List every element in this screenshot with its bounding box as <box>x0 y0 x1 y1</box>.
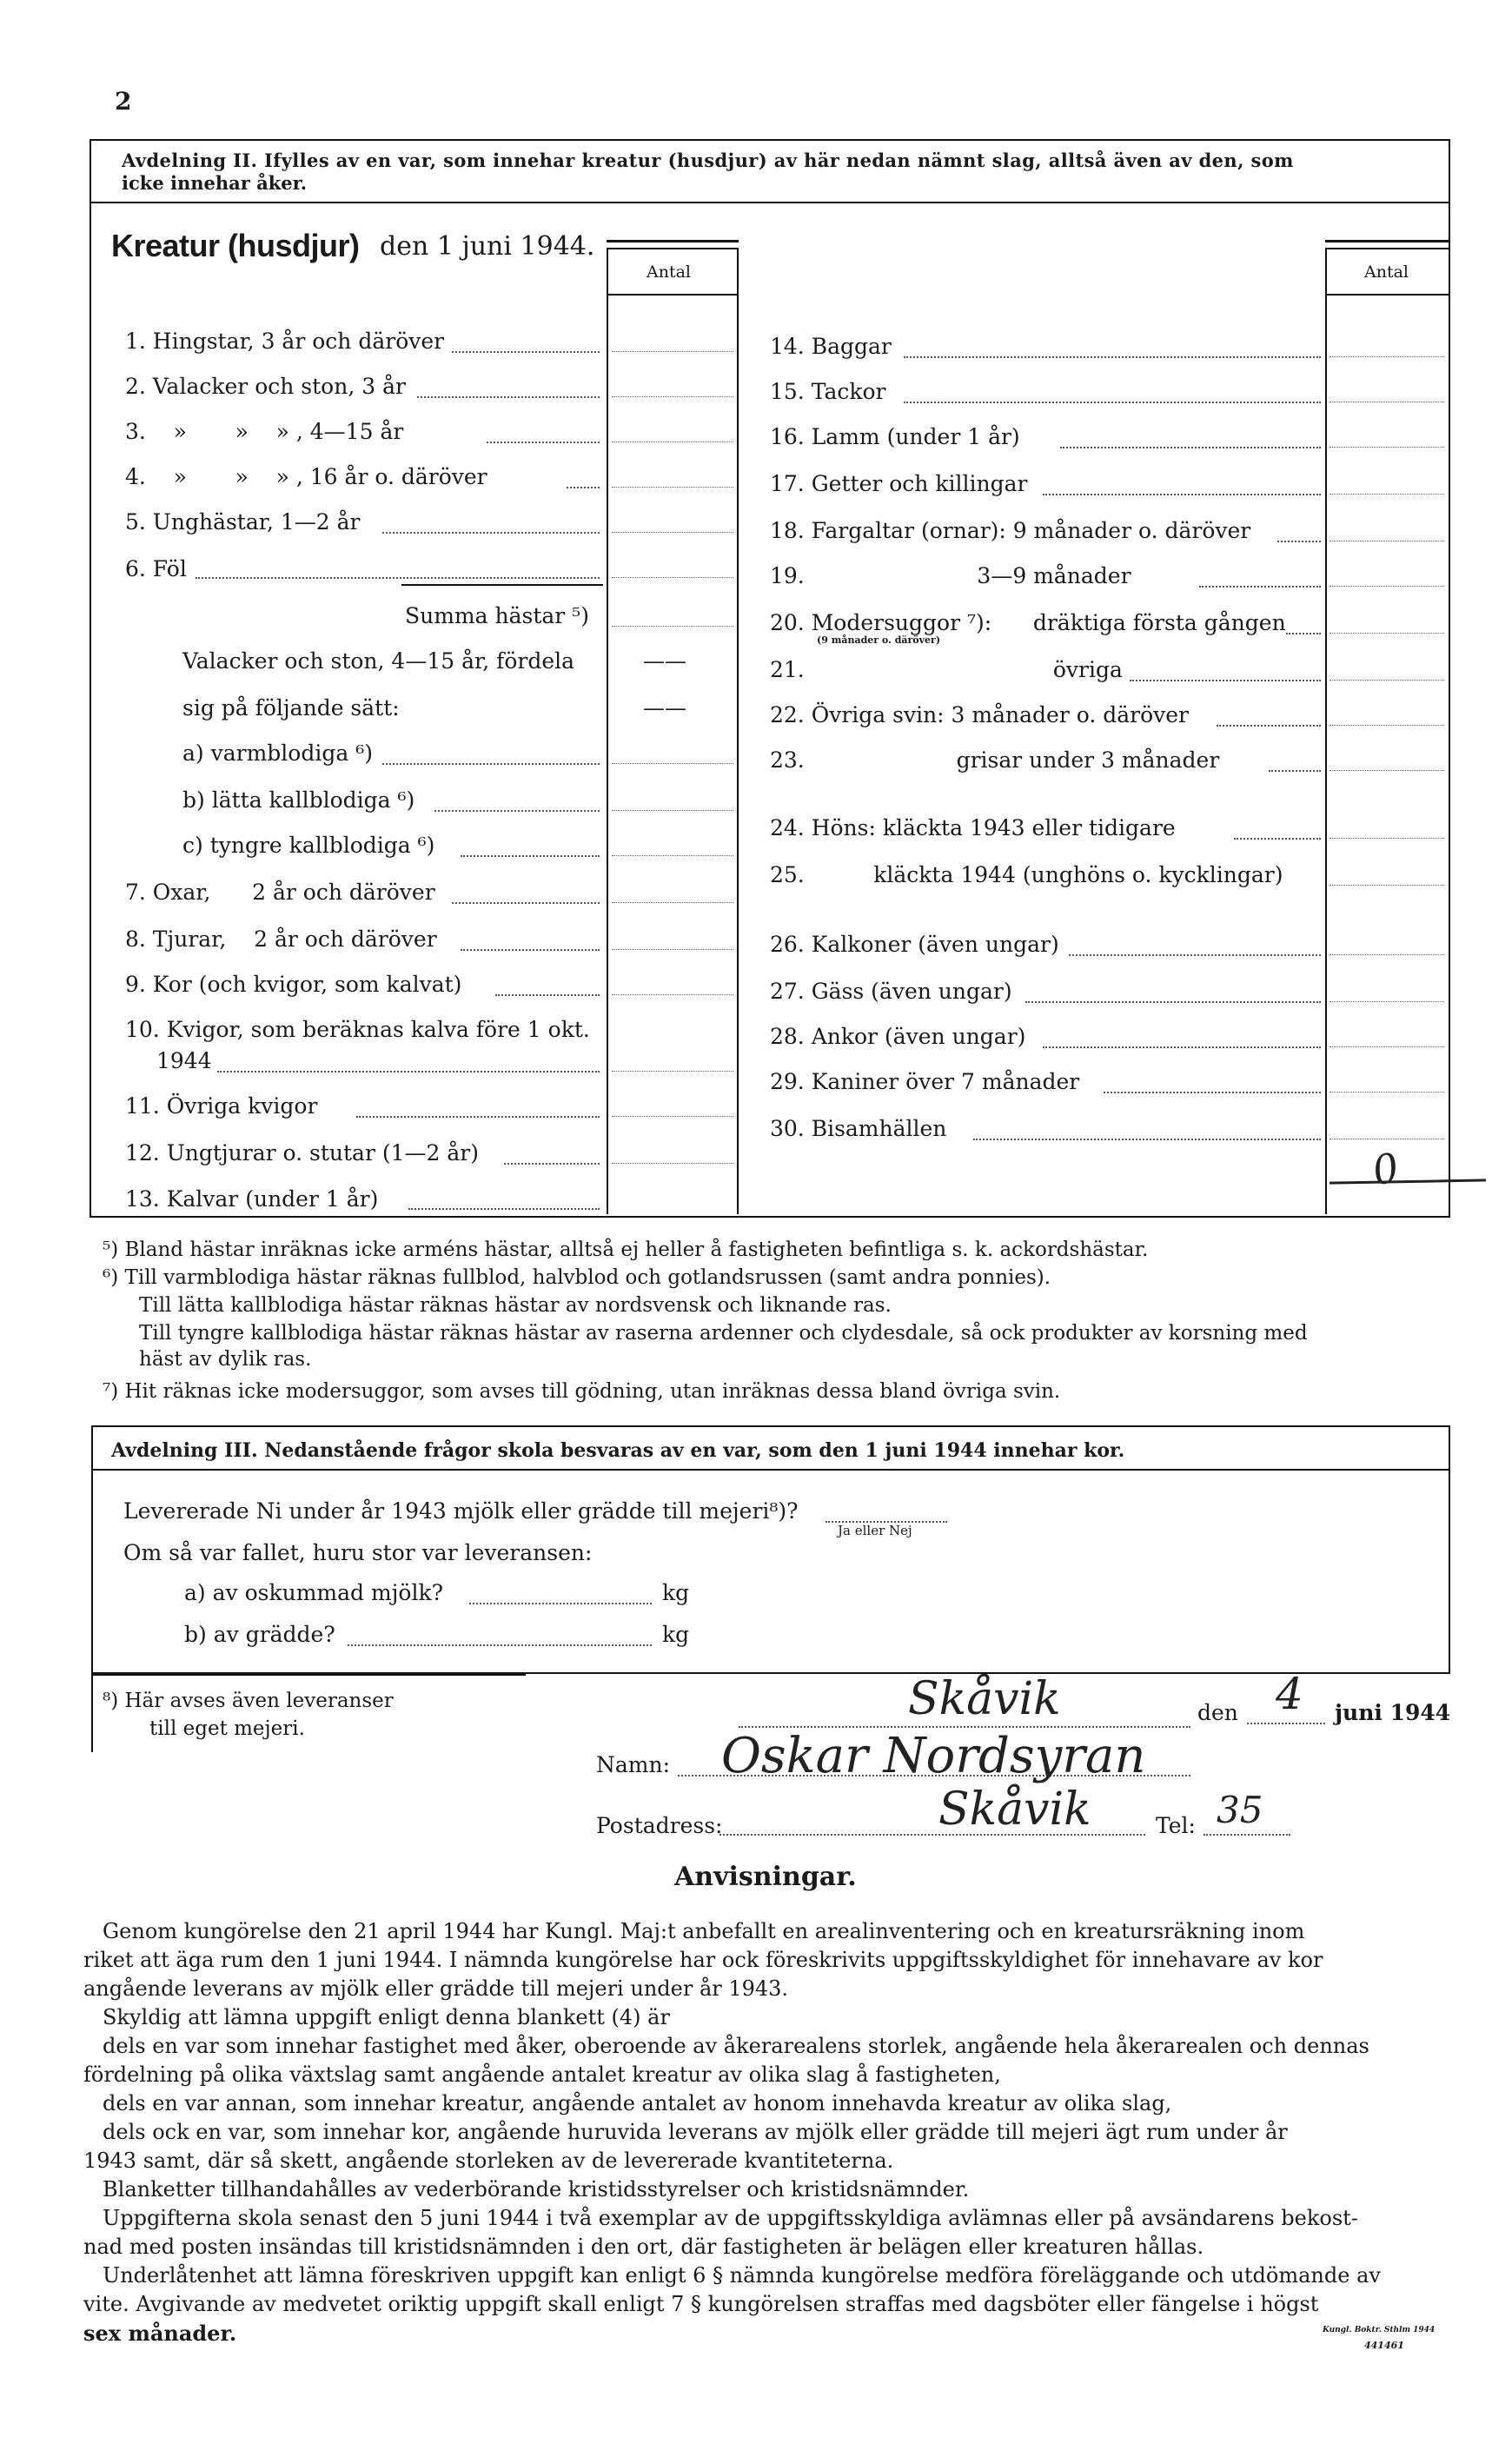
section2-header-line2: icke innehar åker. <box>122 172 308 194</box>
unit-kg: kg <box>662 1622 690 1647</box>
list-item-sub: (9 månader o. däröver) <box>817 634 941 646</box>
paragraph-line: vite. Avgivande av medvetet oriktig uppgift skall enligt 7 § kungörelsen straffas med dagsböter eller fängelse i högst <box>83 2292 1319 2316</box>
divider <box>607 248 739 249</box>
divider <box>1325 240 1449 242</box>
list-item: a) varmblodiga ⁶) <box>182 741 373 766</box>
tel-handwriting: 35 <box>1217 1789 1263 1831</box>
leader <box>1286 633 1321 634</box>
list-item: 21. övriga <box>770 657 1123 682</box>
address-label: Postadress: <box>596 1813 723 1838</box>
month-year: juni 1944 <box>1335 1700 1451 1725</box>
list-item: 30. Bisamhällen <box>770 1116 947 1141</box>
divider <box>91 1469 1449 1471</box>
list-item: 2. Valacker och ston, 3 år <box>125 374 406 399</box>
list-item: b) lätta kallblodiga ⁶) <box>182 787 415 813</box>
leader <box>1069 954 1321 956</box>
antal-cell[interactable] <box>1330 954 1444 955</box>
leader <box>382 532 600 534</box>
antal-cell[interactable] <box>1330 586 1444 587</box>
antal-header-right: Antal <box>1364 262 1409 282</box>
place-handwriting: Skåvik <box>908 1673 1061 1725</box>
list-item: 22. Övriga svin: 3 månader o. däröver <box>770 702 1189 727</box>
page-number: 2 <box>115 87 132 116</box>
antal-cell[interactable] <box>612 396 733 397</box>
paragraph-line: dels en var som innehar fastighet med åker, oberoende av åkerarealens storlek, angående hela åkerarealen och dennas <box>103 2034 1369 2058</box>
leader <box>1130 680 1321 681</box>
paragraph-line: 1943 samt, där så skett, angående storleken av de levererade kvantiteterna. <box>83 2149 894 2173</box>
q1-hint: Ja eller Nej <box>838 1523 912 1538</box>
list-item: 4. » » » , 16 år o. däröver <box>125 464 487 489</box>
leader <box>434 810 600 812</box>
leader <box>408 1208 600 1210</box>
leader <box>495 994 600 996</box>
dash-value: —— <box>643 648 686 674</box>
antal-cell[interactable] <box>1330 494 1444 495</box>
leader <box>1199 586 1321 588</box>
list-item: 13. Kalvar (under 1 år) <box>125 1186 379 1212</box>
leader <box>1104 1092 1321 1093</box>
list-item: c) tyngre kallblodiga ⁶) <box>182 833 435 858</box>
leader <box>356 1116 600 1118</box>
list-item: 3. » » » , 4—15 år <box>125 419 404 444</box>
list-item: 19. 3—9 månader <box>770 563 1131 588</box>
footnote-6b: Till lätta kallblodiga hästar räknas hästar av nordsvensk och liknande ras. <box>139 1294 892 1317</box>
leader <box>904 402 1321 403</box>
antal-cell[interactable] <box>612 351 733 352</box>
divider <box>607 240 739 242</box>
qa-label: a) av oskummad mjölk? <box>184 1580 444 1605</box>
antal-cell[interactable] <box>612 626 733 627</box>
antal-cell[interactable] <box>612 532 733 533</box>
printer-mark: Kungl. Boktr. Sthlm 1944 <box>1323 2326 1436 2334</box>
q1-label: Levererade Ni under år 1943 mjölk eller grädde till mejeri⁸)? <box>123 1498 799 1524</box>
list-item: 7. Oxar, 2 år och däröver <box>125 880 435 905</box>
den-label: den <box>1197 1700 1238 1725</box>
antal-cell[interactable] <box>612 487 733 488</box>
name-label: Namn: <box>596 1752 671 1777</box>
divider <box>401 584 603 586</box>
paragraph-line: nad med posten insändas till kristidsnämnden i den ort, där fastigheten är belägen eller kreaturen hållas. <box>83 2235 1204 2259</box>
section2-title <box>111 228 360 264</box>
paragraph-line: Underlåtenhet att lämna föreskriven uppgift kan enligt 6 § nämnda kungörelse medföra föreläggande och utdömande av <box>103 2263 1381 2288</box>
antal-cell[interactable] <box>1330 1001 1444 1002</box>
day-handwriting: 4 <box>1276 1669 1303 1719</box>
list-item: sig på följande sätt: <box>182 695 400 721</box>
divider <box>91 1674 93 1752</box>
antal-cell[interactable] <box>1330 885 1444 886</box>
antal-cell[interactable] <box>612 949 733 950</box>
leader <box>217 1071 600 1073</box>
antal-header-left: Antal <box>647 262 691 282</box>
antal-cell[interactable] <box>1330 838 1444 839</box>
leader <box>417 396 600 398</box>
antal-cell[interactable] <box>612 577 733 578</box>
footnote-6: ⁶) Till varmblodiga hästar räknas fullblod, halvblod och gotlandsrussen (samt andra ponnies). <box>103 1266 1051 1289</box>
footnote-6c: Till tyngre kallblodiga hästar räknas hästar av raserna ardenner och clydesdale, så ock produkter av korsning med <box>139 1322 1308 1345</box>
list-item: 20. Modersuggor ⁷): dräktiga första gången <box>770 610 1286 635</box>
paragraph-line: fördelning på olika växtslag samt angående antalet kreatur av olika slag å fastigheten, <box>83 2062 1001 2087</box>
list-item: 24. Höns: kläckta 1943 eller tidigare <box>770 815 1176 840</box>
footnote-8: ⁸) Här avses även leveranser <box>103 1690 394 1712</box>
leader <box>1060 447 1321 448</box>
antal-cell[interactable] <box>1330 1046 1444 1047</box>
section3-header: Avdelning III. Nedanstående frågor skola besvaras av en var, som den 1 juni 1944 innehar kor. <box>111 1439 1125 1462</box>
divider <box>737 248 739 1214</box>
leader <box>567 487 600 488</box>
instructions-title: Anvisningar. <box>674 1862 857 1892</box>
list-item: 14. Baggar <box>770 334 892 359</box>
list-item: 23. grisar under 3 månader <box>770 747 1220 773</box>
unit-kg: kg <box>662 1580 690 1605</box>
antal-cell[interactable] <box>612 763 733 764</box>
list-item: 9. Kor (och kvigor, som kalvat) <box>125 972 462 997</box>
leader <box>1277 541 1321 542</box>
divider <box>607 294 739 296</box>
paragraph-line: dels ock en var, som innehar kor, angående huruvida leverans av mjölk eller grädde till mejeri ägt rum under år <box>103 2120 1288 2144</box>
dash-value: —— <box>643 695 686 721</box>
leader <box>382 763 600 765</box>
name-handwriting: Oskar Nordsyran <box>721 1728 1146 1784</box>
list-item: 26. Kalkoner (även ungar) <box>770 932 1059 957</box>
section2-title-date: den 1 juni 1944. <box>380 231 595 262</box>
list-item: 8. Tjurar, 2 år och däröver <box>125 926 437 952</box>
leader <box>452 902 600 904</box>
address-handwriting: Skåvik <box>938 1783 1091 1836</box>
antal-cell[interactable] <box>1330 447 1444 448</box>
paragraph-line: Uppgifterna skola senast den 5 juni 1944 i två exemplar av de uppgiftsskyldiga avlämnas eller på avsändarens bekost- <box>103 2206 1358 2230</box>
paragraph-line: riket att äga rum den 1 juni 1944. I nämnda kungörelse har ock föreskrivits uppgiftsskyldighet för innehavare av kor <box>83 1948 1323 1972</box>
list-item: 16. Lamm (under 1 år) <box>770 424 1020 449</box>
antal-cell[interactable] <box>612 1071 733 1072</box>
paragraph-line: Skyldig att lämna uppgift enligt denna blankett (4) är <box>103 2005 670 2029</box>
leader <box>904 356 1321 358</box>
cream-kg-field[interactable] <box>348 1644 652 1646</box>
footnote-5: ⁵) Bland hästar inräknas icke arméns hästar, alltså ej heller å fastigheten befintliga s. k. ackordshästar. <box>103 1239 1149 1261</box>
footnote-6d: häst av dylik ras. <box>139 1348 312 1371</box>
divider <box>1325 294 1449 296</box>
divider <box>1325 248 1327 1214</box>
paragraph-line: Genom kungörelse den 21 april 1944 har Kungl. Maj:t anbefallt en arealinventering och en kreatursräkning inom <box>103 1919 1305 1943</box>
divider <box>91 1674 526 1676</box>
section2-header: Avdelning II. Ifylles av en var, som innehar kreatur (husdjur) av här nedan nämnt slag, alltså även av den, som <box>122 149 1294 171</box>
antal-cell[interactable] <box>612 855 733 856</box>
antal-cell[interactable] <box>1330 680 1444 681</box>
milk-kg-field[interactable] <box>469 1603 652 1604</box>
handwritten-zero: 0 <box>1368 1143 1403 1195</box>
leader <box>196 577 600 579</box>
leader <box>1269 770 1321 772</box>
list-item: Valacker och ston, 4—15 år, fördela <box>182 648 575 674</box>
title-text: Kreatur (husdjur) <box>111 228 360 263</box>
leader <box>461 855 600 857</box>
leader <box>487 442 600 443</box>
printer-number: 441461 <box>1364 2340 1404 2351</box>
leader <box>1043 494 1321 495</box>
antal-cell[interactable] <box>1330 356 1444 357</box>
list-item: 27. Gäss (även ungar) <box>770 979 1012 1004</box>
leader <box>504 1163 600 1165</box>
leader <box>1043 1046 1321 1048</box>
list-item: 1. Hingstar, 3 år och däröver <box>125 329 445 354</box>
divider <box>90 202 1449 203</box>
tel-field[interactable] <box>1204 1834 1290 1836</box>
antal-cell[interactable] <box>612 994 733 995</box>
divider <box>1325 248 1449 249</box>
list-item: 25. kläckta 1944 (unghöns o. kycklingar) <box>770 862 1283 887</box>
list-item: 29. Kaniner över 7 månader <box>770 1069 1080 1094</box>
paragraph-line: angående leverans av mjölk eller grädde till mejeri under år 1943. <box>83 1976 789 2001</box>
list-item: 6. Föl <box>125 556 187 581</box>
leader <box>973 1139 1321 1140</box>
leader <box>452 351 600 353</box>
antal-cell[interactable] <box>612 1163 733 1164</box>
paragraph-line: Blanketter tillhandahålles av vederbörande kristidsstyrelser och kristidsnämnder. <box>103 2177 970 2202</box>
list-item: 11. Övriga kvigor <box>125 1093 318 1119</box>
tel-label: Tel: <box>1156 1813 1196 1838</box>
leader <box>1217 725 1321 727</box>
day-field[interactable] <box>1247 1723 1325 1724</box>
antal-cell[interactable] <box>1330 1092 1444 1093</box>
antal-cell[interactable] <box>1330 725 1444 726</box>
list-item: 18. Fargaltar (ornar): 9 månader o. däröver <box>770 518 1251 543</box>
antal-cell[interactable] <box>1330 633 1444 634</box>
list-item: 1944 <box>156 1048 212 1073</box>
antal-cell[interactable] <box>612 810 733 811</box>
list-item: 12. Ungtjurar o. stutar (1—2 år) <box>125 1140 479 1166</box>
divider <box>607 248 608 1214</box>
qb-label: b) av grädde? <box>184 1622 335 1647</box>
leader <box>1025 1001 1321 1003</box>
list-item: 5. Unghästar, 1—2 år <box>125 509 361 535</box>
leader <box>1234 838 1321 840</box>
list-item: 17. Getter och killingar <box>770 471 1028 496</box>
footnote-8b: till eget mejeri. <box>149 1717 305 1740</box>
list-item: 10. Kvigor, som beräknas kalva före 1 okt. <box>125 1017 590 1042</box>
paragraph-line: dels en var annan, som innehar kreatur, angående antalet av honom innehavda kreatur av olika slag, <box>103 2091 1172 2115</box>
antal-cell[interactable] <box>1330 770 1444 771</box>
paragraph-line: sex månader. <box>83 2321 237 2346</box>
antal-cell[interactable] <box>612 902 733 903</box>
leader <box>461 949 600 951</box>
list-item: 15. Tackor <box>770 379 886 404</box>
summa-hastar: Summa hästar ⁵) <box>405 603 589 628</box>
list-item: 28. Ankor (även ungar) <box>770 1024 1026 1049</box>
antal-cell[interactable] <box>612 1116 733 1117</box>
footnote-7: ⁷) Hit räknas icke modersuggor, som avses till gödning, utan inräknas dessa bland övriga svin. <box>103 1380 1061 1403</box>
q2-label: Om så var fallet, huru stor var leveransen: <box>123 1540 593 1565</box>
